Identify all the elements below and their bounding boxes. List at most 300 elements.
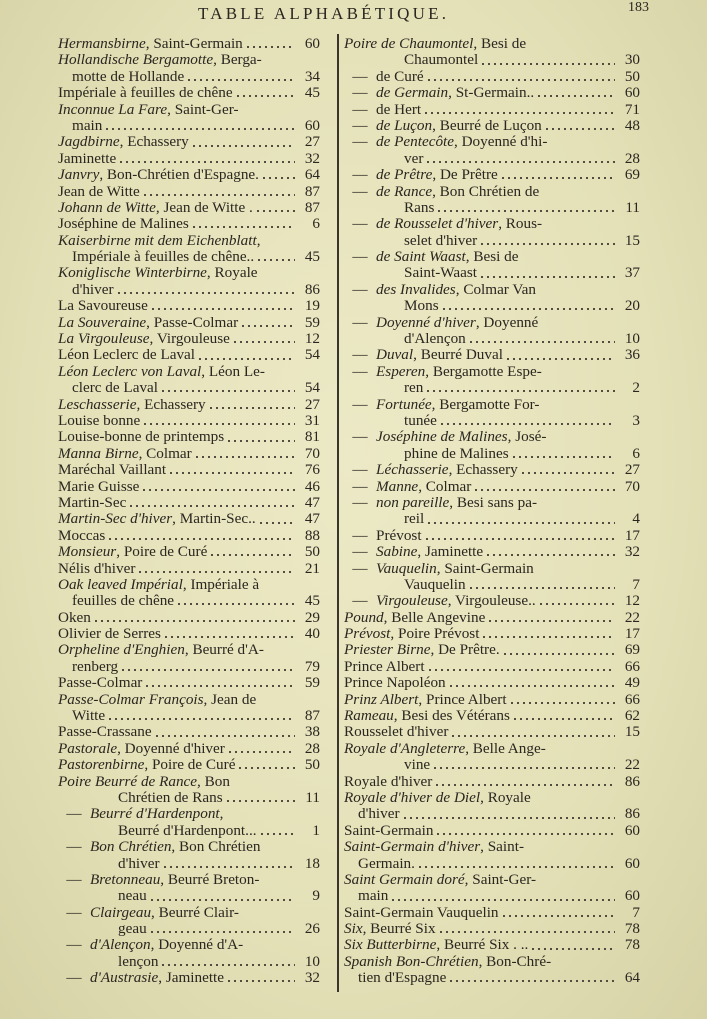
entry-line (344, 184, 640, 200)
entry-text (344, 364, 542, 380)
variety-synonym: Léon Leclerc von Laval (58, 362, 202, 380)
entry-text (58, 184, 140, 200)
page-ref: 87 (304, 198, 320, 216)
entry-line (344, 102, 640, 118)
entry-line (344, 724, 640, 740)
entry-line (58, 905, 320, 921)
page-ref: 22 (624, 756, 640, 774)
entry-text (58, 561, 135, 577)
page-ref: 47 (304, 510, 320, 528)
dot-leader (160, 963, 295, 967)
dot-leader (197, 357, 295, 361)
entry-line (58, 642, 320, 658)
variety-synonym: de Rousselet d'hiver (376, 215, 499, 233)
variety-synonym: La Souveraine (58, 313, 147, 331)
entry-text (344, 429, 546, 445)
entry-line (58, 216, 320, 232)
dot-leader (194, 455, 295, 459)
index-column-right (344, 36, 640, 987)
entry-text (58, 577, 259, 593)
index-entry (58, 495, 320, 511)
dot-leader (509, 701, 615, 705)
continuation-text: d'Alençon (404, 330, 466, 348)
variety-name: Royale d'hiver (344, 772, 433, 790)
index-entry (344, 675, 640, 691)
dot-leader (501, 914, 615, 918)
entry-line (344, 593, 640, 609)
index-entry (344, 741, 640, 774)
entry-text (58, 626, 161, 642)
entry-text (344, 642, 500, 658)
entry-text (58, 134, 189, 150)
ditto-dash: — (352, 543, 368, 561)
variety-name: , Echassery (119, 133, 189, 151)
index-entry (58, 446, 320, 462)
entry-text (344, 282, 536, 298)
entry-text (344, 626, 479, 642)
entry-line (344, 872, 640, 888)
index-entry (344, 216, 640, 249)
entry-text (344, 495, 537, 511)
ditto-dash: — (352, 215, 368, 233)
page-ref: 69 (624, 166, 640, 184)
index-entry (58, 364, 320, 397)
dot-leader (227, 750, 295, 754)
entry-text (58, 315, 238, 331)
entry-text (344, 347, 503, 363)
variety-name: , Doyenné (475, 313, 539, 331)
variety-name: Passe-Crassane (58, 723, 152, 741)
continuation-text: ver (404, 149, 424, 167)
continuation-text: motte de Hollande (72, 67, 185, 85)
page-ref: 76 (304, 461, 320, 479)
page-ref: 36 (624, 346, 640, 364)
page-ref: 60 (624, 84, 640, 102)
page-ref: 50 (304, 543, 320, 561)
index-entry (58, 806, 320, 839)
index-entry (58, 511, 320, 527)
continuation-text: Vauquelin (404, 575, 466, 593)
page-ref: 7 (632, 575, 640, 593)
entry-continuation-line (344, 757, 640, 773)
entry-line (58, 347, 320, 363)
entry-line (344, 118, 640, 134)
page-ref: 70 (624, 477, 640, 495)
entry-line (344, 675, 640, 691)
dot-leader (176, 602, 295, 606)
index-entry (58, 577, 320, 610)
page-ref: 9 (312, 887, 320, 905)
page-ref: 26 (304, 920, 320, 938)
dot-leader (512, 717, 615, 721)
index-entry (58, 642, 320, 675)
entry-line (58, 774, 320, 790)
entry-continuation-line (344, 151, 640, 167)
entry-continuation-line (344, 970, 640, 986)
dot-leader (511, 455, 615, 459)
page-ref: 48 (624, 116, 640, 134)
entry-text (58, 397, 206, 413)
variety-name: , Bon-Chrétien d'Espagne. (99, 166, 259, 184)
dot-leader (225, 799, 295, 803)
entry-line (58, 610, 320, 626)
entry-line (344, 659, 640, 675)
entry-continuation-line (344, 577, 640, 593)
variety-name: de Hert (376, 100, 422, 118)
entry-line (58, 511, 320, 527)
entry-continuation-line (58, 593, 320, 609)
variety-synonym: Johann de Witte (58, 198, 156, 216)
entry-text (58, 692, 256, 708)
variety-name: , Prince Albert (418, 690, 507, 708)
entry-text (344, 561, 534, 577)
index-entry (344, 429, 640, 462)
variety-name: , Royale (480, 788, 531, 806)
entry-line (58, 265, 320, 281)
index-entry (58, 544, 320, 560)
entry-text (344, 249, 518, 265)
page-ref: 27 (624, 461, 640, 479)
variety-name: , Jean de (203, 690, 257, 708)
index-entry (344, 102, 640, 118)
page-ref: 59 (304, 674, 320, 692)
variety-name: , Virgouleuse.. (447, 592, 536, 610)
index-entry (58, 757, 320, 773)
entry-continuation-line (58, 659, 320, 675)
entry-line (344, 692, 640, 708)
index-entry (344, 954, 640, 987)
entry-line (344, 167, 640, 183)
continuation-text: Chaumontel (404, 51, 479, 69)
ditto-dash: — (66, 838, 82, 856)
variety-name: Moccas (58, 526, 106, 544)
dot-leader (149, 930, 295, 934)
entry-text (58, 724, 152, 740)
index-entry (344, 462, 640, 478)
index-entry (58, 265, 320, 298)
continuation-text: tien d'Espagne (358, 969, 447, 987)
entry-text (344, 462, 518, 478)
entry-text (344, 659, 425, 675)
entry-text (58, 872, 259, 888)
page-ref: 37 (624, 264, 640, 282)
index-entry (344, 561, 640, 594)
variety-name: , Léon Le- (201, 362, 265, 380)
entry-text (344, 954, 551, 970)
page-ref: 79 (304, 657, 320, 675)
variety-synonym: Pastorenbirne (58, 756, 145, 774)
entry-line (344, 561, 640, 577)
entry-text (344, 118, 542, 134)
variety-synonym: Orpheline d'Enghien (58, 641, 185, 659)
page-ref: 27 (304, 133, 320, 151)
variety-synonym: Pastorale (58, 739, 118, 757)
entry-line (58, 134, 320, 150)
page-ref: 28 (304, 739, 320, 757)
index-entry (58, 216, 320, 232)
variety-name: , Bergamotte For- (431, 395, 540, 413)
dot-leader (118, 160, 295, 164)
index-entry (344, 905, 640, 921)
entry-continuation-line (58, 790, 320, 806)
page-ref: 49 (624, 674, 640, 692)
entry-line (344, 774, 640, 790)
entry-continuation-line (58, 954, 320, 970)
entry-text (344, 905, 499, 921)
dot-leader (485, 553, 615, 557)
variety-synonym: Monsieur (58, 543, 117, 561)
entry-text (344, 839, 524, 855)
page-ref: 19 (304, 297, 320, 315)
entry-text (344, 102, 421, 118)
variety-synonym: Saint Germain doré (344, 870, 465, 888)
page-ref: 32 (624, 543, 640, 561)
dot-leader (226, 439, 295, 443)
entry-text (344, 610, 485, 626)
index-entry (344, 724, 640, 740)
entry-line (344, 495, 640, 511)
index-entry (58, 462, 320, 478)
continuation-text: main (358, 887, 389, 905)
entry-text (58, 774, 230, 790)
dot-leader (502, 652, 615, 656)
ditto-dash: — (352, 182, 368, 200)
variety-name: Nélis d'hiver (58, 559, 136, 577)
variety-name: , Bon (197, 772, 230, 790)
dot-leader (473, 488, 615, 492)
page-ref: 46 (304, 477, 320, 495)
continuation-text: Rans (404, 198, 435, 216)
index-entry (58, 200, 320, 216)
variety-synonym: Hollandische Bergamotte (58, 51, 214, 69)
variety-name: , De Prêtre. (430, 641, 500, 659)
index-entry (344, 364, 640, 397)
page-ref: 31 (304, 411, 320, 429)
continuation-text: Mons (404, 297, 439, 315)
entry-text (58, 331, 230, 347)
page-ref: 40 (304, 625, 320, 643)
entry-text (58, 479, 139, 495)
entry-text (58, 298, 148, 314)
variety-name: , Virgouleuse (149, 330, 230, 348)
entry-text (58, 937, 243, 953)
variety-synonym: d'Austrasie (90, 969, 159, 987)
variety-synonym: Prinz Albert (344, 690, 419, 708)
dot-leader (479, 242, 615, 246)
entry-line (58, 102, 320, 118)
entry-line (344, 85, 640, 101)
variety-name: de Curé (376, 67, 424, 85)
variety-synonym: Bon Chrétien (90, 838, 172, 856)
index-entry (58, 774, 320, 807)
variety-name: , Impériale à (182, 575, 260, 593)
variety-synonym: Leschasserie (58, 395, 137, 413)
continuation-text: Beurré d'Hardenpont... (118, 821, 257, 839)
dot-leader (162, 865, 295, 869)
entry-line (58, 184, 320, 200)
continuation-text: lençon (118, 952, 159, 970)
dot-leader (390, 898, 615, 902)
page-ref: 32 (304, 969, 320, 987)
entry-line (58, 544, 320, 560)
dot-leader (149, 898, 295, 902)
variety-synonym: Hermansbirne (58, 35, 146, 52)
variety-name: Jaminette (58, 149, 117, 167)
dot-leader (536, 94, 615, 98)
variety-name: , Doyenné d'hi- (454, 133, 548, 151)
entry-text (58, 905, 239, 921)
variety-name: , Beurré Clair- (151, 903, 239, 921)
entry-text (58, 757, 235, 773)
dot-leader (500, 176, 615, 180)
page-ref: 1 (312, 821, 320, 839)
variety-synonym: Vauquelin (376, 559, 437, 577)
page-ref: 34 (304, 67, 320, 85)
entry-line (58, 462, 320, 478)
index-entry (344, 544, 640, 560)
variety-synonym: Doyenné d'hiver (376, 313, 476, 331)
variety-name: Saint-Germain (344, 821, 434, 839)
entry-text (344, 36, 526, 52)
entry-text (58, 528, 105, 544)
entry-text (58, 970, 224, 986)
entry-line (58, 315, 320, 331)
page-ref: 60 (624, 854, 640, 872)
dot-leader (481, 635, 615, 639)
entry-text (344, 85, 534, 101)
entry-continuation-line (58, 118, 320, 134)
page-number: 183 (628, 0, 649, 15)
page-ref: 15 (624, 723, 640, 741)
entry-continuation-line (344, 265, 640, 281)
index-entry (58, 413, 320, 429)
entry-text (344, 479, 471, 495)
entry-text (58, 36, 243, 52)
ditto-dash: — (352, 84, 368, 102)
variety-name: Joséphine de Malines (58, 215, 189, 233)
entry-text (58, 806, 223, 822)
variety-name: , Beurré Breton- (160, 870, 260, 888)
entry-line (344, 921, 640, 937)
page-ref: 21 (304, 559, 320, 577)
page-ref: 32 (304, 149, 320, 167)
entry-continuation-line (58, 823, 320, 839)
continuation-text: reil (404, 510, 425, 528)
page-ref: 28 (624, 149, 640, 167)
dot-leader (425, 160, 615, 164)
variety-name: , Beurré de Luçon (432, 116, 542, 134)
continuation-text: d'hiver (72, 280, 114, 298)
entry-text (344, 741, 546, 757)
page-ref: 30 (624, 51, 640, 69)
variety-name: , (256, 231, 261, 249)
variety-name: , Rous- (498, 215, 543, 233)
entry-line (58, 528, 320, 544)
entry-line (58, 298, 320, 314)
entry-continuation-line (344, 200, 640, 216)
variety-name: , Bon Chrétien (171, 838, 261, 856)
entry-text (58, 610, 91, 626)
dot-leader (258, 521, 295, 525)
ditto-dash: — (66, 936, 82, 954)
entry-line (344, 347, 640, 363)
dot-leader (107, 717, 295, 721)
page-ref: 12 (624, 592, 640, 610)
entry-text (344, 823, 433, 839)
entry-text (58, 167, 259, 183)
entry-text (344, 675, 446, 691)
page-ref: 78 (624, 936, 640, 954)
entry-continuation-line (344, 298, 640, 314)
index-entry (344, 692, 640, 708)
dot-leader (142, 422, 295, 426)
page-ref: 60 (624, 887, 640, 905)
page-ref: 62 (624, 707, 640, 725)
page-ref: 3 (632, 411, 640, 429)
variety-name: , Colmar Van (455, 280, 537, 298)
index-entry (58, 741, 320, 757)
entry-continuation-line (344, 888, 640, 904)
page-ref: 45 (304, 84, 320, 102)
entry-continuation-line (58, 888, 320, 904)
index-entry (58, 675, 320, 691)
index-entry (344, 528, 640, 544)
entry-line (58, 36, 320, 52)
entry-continuation-line (58, 921, 320, 937)
variety-name: , Martin-Sec.. (172, 510, 256, 528)
entry-text (344, 921, 436, 937)
dot-leader (505, 357, 615, 361)
index-entry (58, 151, 320, 167)
index-entry (344, 790, 640, 823)
entry-text (58, 85, 233, 101)
entry-line (344, 839, 640, 855)
dot-leader (144, 684, 295, 688)
entry-line (344, 69, 640, 85)
entry-line (58, 200, 320, 216)
index-entry (344, 872, 640, 905)
index-entry (58, 52, 320, 85)
dot-leader (93, 619, 295, 623)
page-ref: 20 (624, 297, 640, 315)
entry-line (58, 167, 320, 183)
ditto-dash: — (352, 362, 368, 380)
index-entry (344, 249, 640, 282)
page-ref: 45 (304, 248, 320, 266)
variety-synonym: Léchasserie (376, 461, 449, 479)
variety-synonym: Martin-Sec d'hiver (58, 510, 173, 528)
dot-leader (160, 389, 295, 393)
page-ref: 27 (304, 395, 320, 413)
ditto-dash: — (352, 428, 368, 446)
dot-leader (439, 422, 615, 426)
index-entry (58, 315, 320, 331)
variety-name: , Beurré Duval (413, 346, 503, 364)
page-ref: 18 (304, 854, 320, 872)
dot-leader (441, 307, 615, 311)
ditto-dash: — (352, 526, 368, 544)
entry-text (344, 216, 542, 232)
dot-leader (479, 275, 615, 279)
page-ref: 17 (624, 526, 640, 544)
entry-text (58, 347, 195, 363)
entry-continuation-line (58, 380, 320, 396)
dot-leader (520, 471, 615, 475)
entry-text (58, 102, 239, 118)
dot-leader (436, 209, 615, 213)
variety-synonym: Spanish Bon-Chrétien (344, 952, 479, 970)
variety-name: , Poire de Curé (116, 543, 208, 561)
